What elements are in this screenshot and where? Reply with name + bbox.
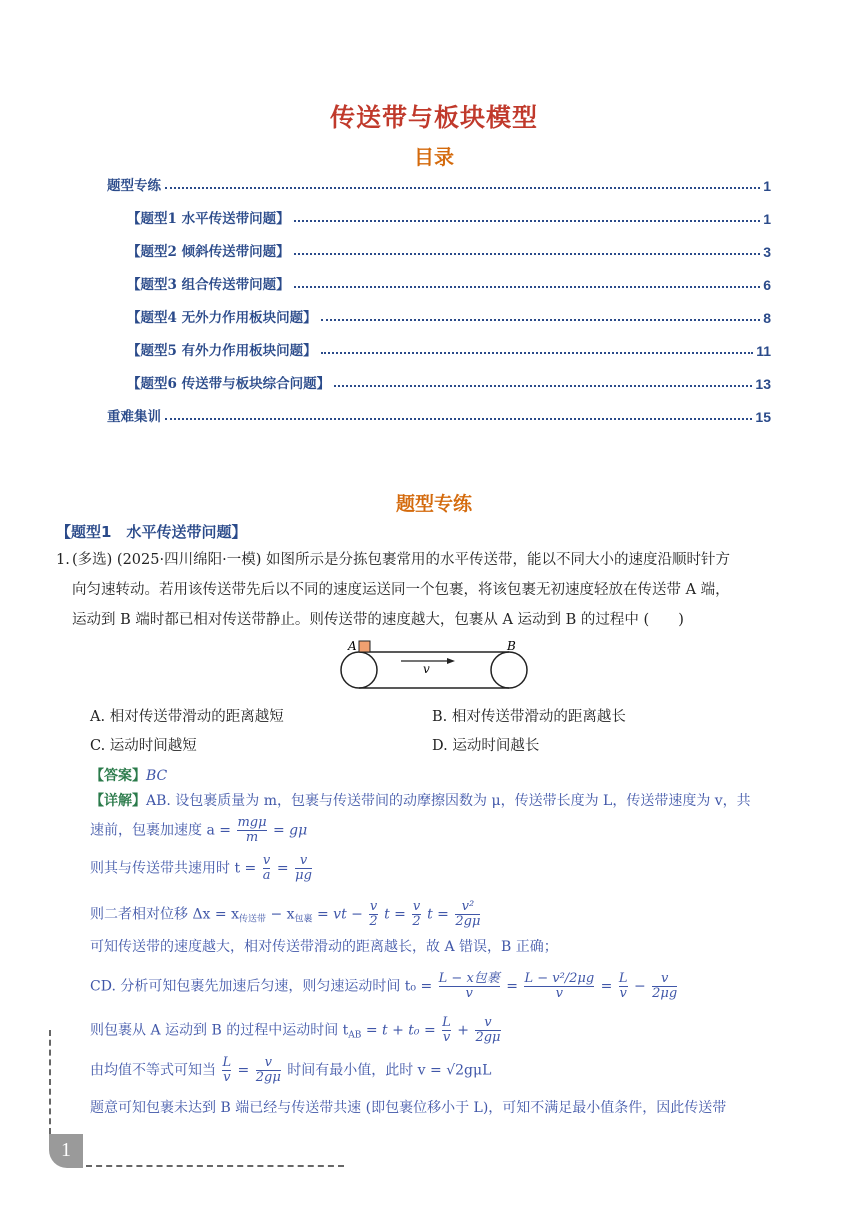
detail-line: 则包裹从 A 运动到 B 的过程中运动时间 $t_{AB} = t + t_0$ = $\frac{L}{v}$ + $\frac{v}{2g\mu}$ bbox=[90, 1015, 501, 1045]
toc-leader bbox=[294, 253, 761, 255]
fraction bbox=[475, 1016, 500, 1045]
answer-line bbox=[90, 765, 167, 785]
label-b: B bbox=[507, 639, 516, 653]
question-line: (多选) (2025·四川绵阳·一模) 如图所示是分拣包裹常用的水平传送带，能以不同大小的速度沿顺时针方 bbox=[72, 552, 730, 568]
toc-entry[interactable] bbox=[107, 339, 771, 359]
toc-entry[interactable] bbox=[107, 306, 771, 326]
question-stem bbox=[56, 545, 812, 635]
detail-text: 则二者相对位移 Δx = x bbox=[90, 906, 239, 923]
fraction bbox=[369, 900, 377, 929]
numerator: v bbox=[369, 899, 378, 914]
fraction bbox=[412, 900, 420, 929]
toc-entry-label: 【题型2 倾斜传送带问题】 bbox=[127, 244, 290, 260]
toc-entry-page: 6 bbox=[763, 277, 771, 293]
numerator: v bbox=[484, 1015, 492, 1030]
toc-entry[interactable] bbox=[107, 240, 771, 260]
fraction bbox=[222, 1056, 231, 1085]
denominator: 2 bbox=[412, 914, 421, 929]
subscript: AB bbox=[348, 1030, 362, 1041]
velocity-arrow-head bbox=[447, 658, 455, 664]
fraction bbox=[263, 854, 271, 883]
option-d[interactable]: D. 运动时间越长 bbox=[432, 738, 540, 754]
fraction bbox=[652, 972, 677, 1001]
numerator: v bbox=[262, 853, 271, 868]
label-a: A bbox=[348, 639, 357, 653]
toc-entry-label: 【题型4 无外力作用板块问题】 bbox=[127, 310, 317, 326]
detail-line: CD. 分析可知包裹先加速后匀速，则匀速运动时间 t₀ = $\frac{\text{L − x包裹}}{v}$ = $\frac{\text{L − v²/2μg}}{v}$ = $\frac{L}{v}$ − $\frac{v}{2\mu g}$ bbox=[90, 971, 678, 1001]
detail-text: 时间有最小值，此时 v = √2gμL bbox=[287, 1062, 492, 1079]
answer-value: BC bbox=[146, 768, 168, 784]
page-number: 1 bbox=[61, 1139, 71, 1161]
denominator: v bbox=[442, 1030, 451, 1045]
toc-entry[interactable] bbox=[107, 372, 771, 392]
toc-entry[interactable] bbox=[107, 207, 771, 227]
detail-line bbox=[90, 816, 307, 845]
detail-line bbox=[90, 900, 482, 929]
detail-line: 由均值不等式可知当 $\frac{L}{v}$ = $\frac{v}{2g\mu}$ 时间有最小值，此时 v = √2gμL bbox=[90, 1055, 492, 1085]
section-title: 题型专练 bbox=[395, 493, 472, 515]
right-roller bbox=[491, 652, 527, 688]
fraction bbox=[619, 972, 628, 1001]
footer-dashed-line bbox=[86, 1165, 344, 1167]
detail-line: 可知传送带的速度越大，相对传送带滑动的距离越长，故 A 错误，B 正确； bbox=[90, 939, 558, 955]
numerator: v bbox=[412, 899, 421, 914]
numerator: v bbox=[264, 1055, 272, 1070]
detail-text: = gμ bbox=[273, 822, 308, 839]
denominator: m bbox=[237, 830, 266, 845]
toc-entry-page: 13 bbox=[755, 376, 771, 392]
parcel-box bbox=[359, 641, 370, 652]
toc-entry-label: 重难集训 bbox=[107, 409, 161, 425]
toc-title: 目录 bbox=[414, 145, 454, 169]
toc-list bbox=[107, 174, 771, 425]
toc-entry-label: 【题型1 水平传送带问题】 bbox=[127, 211, 290, 227]
toc-leader bbox=[321, 319, 761, 321]
type-heading: 【题型1 水平传送带问题】 bbox=[56, 523, 247, 541]
denominator: μg bbox=[295, 868, 312, 883]
fraction bbox=[455, 900, 480, 929]
denominator: 2gμ bbox=[475, 1030, 501, 1045]
denominator: v bbox=[439, 986, 500, 1001]
numerator: L bbox=[442, 1015, 451, 1030]
detail-text: = vt − bbox=[312, 906, 363, 923]
document-title: 传送带与板块模型 bbox=[329, 103, 538, 132]
numerator: L − x包裹 bbox=[438, 971, 500, 986]
toc-entry-label: 【题型3 组合传送带问题】 bbox=[127, 277, 290, 293]
detail-line: 则其与传送带共速用时 t = $\frac{v}{a}$ = $\frac{v}{\mu g}$ bbox=[90, 853, 312, 883]
toc-leader bbox=[294, 220, 761, 222]
toc-leader bbox=[165, 187, 760, 189]
denominator: v bbox=[524, 986, 594, 1001]
detail-text: − x bbox=[266, 906, 295, 923]
left-roller bbox=[341, 652, 377, 688]
fraction bbox=[295, 854, 312, 883]
question-line: 向匀速转动。若用该传送带先后以不同的速度运送同一个包裹，将该包裹无初速度轻放在传送带 A 端， bbox=[72, 582, 730, 598]
toc-entry[interactable] bbox=[107, 273, 771, 293]
margin-dashed-line bbox=[49, 1030, 51, 1134]
numerator: mgμ bbox=[237, 815, 267, 830]
detail-text: 则其与传送带共速用时 t = bbox=[90, 860, 257, 877]
detail-text: 速前，包裹加速度 a = bbox=[90, 822, 231, 839]
toc-entry-page: 11 bbox=[756, 343, 771, 359]
toc-leader bbox=[321, 352, 754, 354]
detail-text: CD. 分析可知包裹先加速后匀速，则匀速运动时间 t₀ = bbox=[90, 978, 433, 995]
option-b[interactable]: B. 相对传送带滑动的距离越长 bbox=[432, 709, 626, 725]
question-line: 运动到 B 端时都已相对传送带静止。则传送带的速度越大，包裹从 A 运动到 B 的过程中 ( ) bbox=[72, 612, 684, 628]
detail-text: AB. 设包裹质量为 m，包裹与传送带间的动摩擦因数为 μ，传送带长度为 L，传送带速度为 v，共 bbox=[146, 793, 751, 809]
toc-entry-label: 题型专练 bbox=[107, 178, 161, 194]
numerator: L − v²/2μg bbox=[524, 971, 595, 986]
fraction bbox=[524, 972, 594, 1001]
toc-entry-page: 3 bbox=[763, 244, 771, 260]
toc-entry-label: 【题型6 传送带与板块综合问题】 bbox=[127, 376, 331, 392]
denominator: v bbox=[619, 986, 627, 1001]
answer-tag: 【答案】 bbox=[90, 768, 146, 784]
numerator: v bbox=[660, 971, 669, 986]
fraction bbox=[442, 1016, 451, 1045]
conveyor-belt-figure bbox=[335, 636, 535, 692]
detail-text: t = bbox=[384, 906, 406, 923]
toc-leader bbox=[294, 286, 761, 288]
page-number-badge bbox=[49, 1134, 83, 1168]
denominator: 2gμ bbox=[255, 1070, 281, 1085]
denominator: a bbox=[262, 868, 271, 883]
toc-entry[interactable] bbox=[107, 405, 771, 425]
detail-line: 题意可知包裹未达到 B 端已经与传送带共速 (即包裹位移小于 L)，可知不满足最小值条件，因此传送带 bbox=[90, 1100, 727, 1116]
detail-text: = t + t₀ = bbox=[361, 1022, 436, 1039]
detail-text: t = bbox=[427, 906, 449, 923]
detail-tag: 【详解】 bbox=[90, 793, 146, 809]
toc-leader bbox=[334, 385, 752, 387]
label-v: v bbox=[423, 662, 430, 676]
option-c[interactable]: C. 运动时间越短 bbox=[90, 738, 197, 754]
numerator: L bbox=[222, 1055, 232, 1070]
subscript: 传送带 bbox=[238, 914, 266, 925]
toc-entry[interactable] bbox=[107, 174, 771, 194]
question-number: 1. bbox=[56, 552, 70, 568]
numerator: v bbox=[299, 853, 308, 868]
denominator: 2 bbox=[369, 914, 378, 929]
fraction bbox=[439, 972, 500, 1001]
toc-leader bbox=[165, 418, 752, 420]
toc-entry-page: 1 bbox=[763, 211, 771, 227]
numerator: v² bbox=[461, 899, 475, 914]
toc-entry-page: 8 bbox=[763, 310, 771, 326]
toc-entry-page: 1 bbox=[763, 178, 771, 194]
detail-line bbox=[90, 790, 810, 810]
fraction bbox=[256, 1056, 281, 1085]
detail-text: 则包裹从 A 运动到 B 的过程中运动时间 t bbox=[90, 1022, 349, 1039]
numerator: L bbox=[618, 971, 628, 986]
denominator: 2gμ bbox=[455, 914, 481, 929]
option-a[interactable]: A. 相对传送带滑动的距离越短 bbox=[90, 709, 284, 725]
detail-text: 由均值不等式可知当 bbox=[90, 1062, 216, 1079]
fraction bbox=[237, 816, 266, 845]
toc-entry-page: 15 bbox=[755, 409, 771, 425]
denominator: 2μg bbox=[652, 986, 678, 1001]
denominator: v bbox=[223, 1070, 231, 1085]
subscript: 包裹 bbox=[294, 914, 313, 925]
toc-entry-label: 【题型5 有外力作用板块问题】 bbox=[127, 343, 317, 359]
